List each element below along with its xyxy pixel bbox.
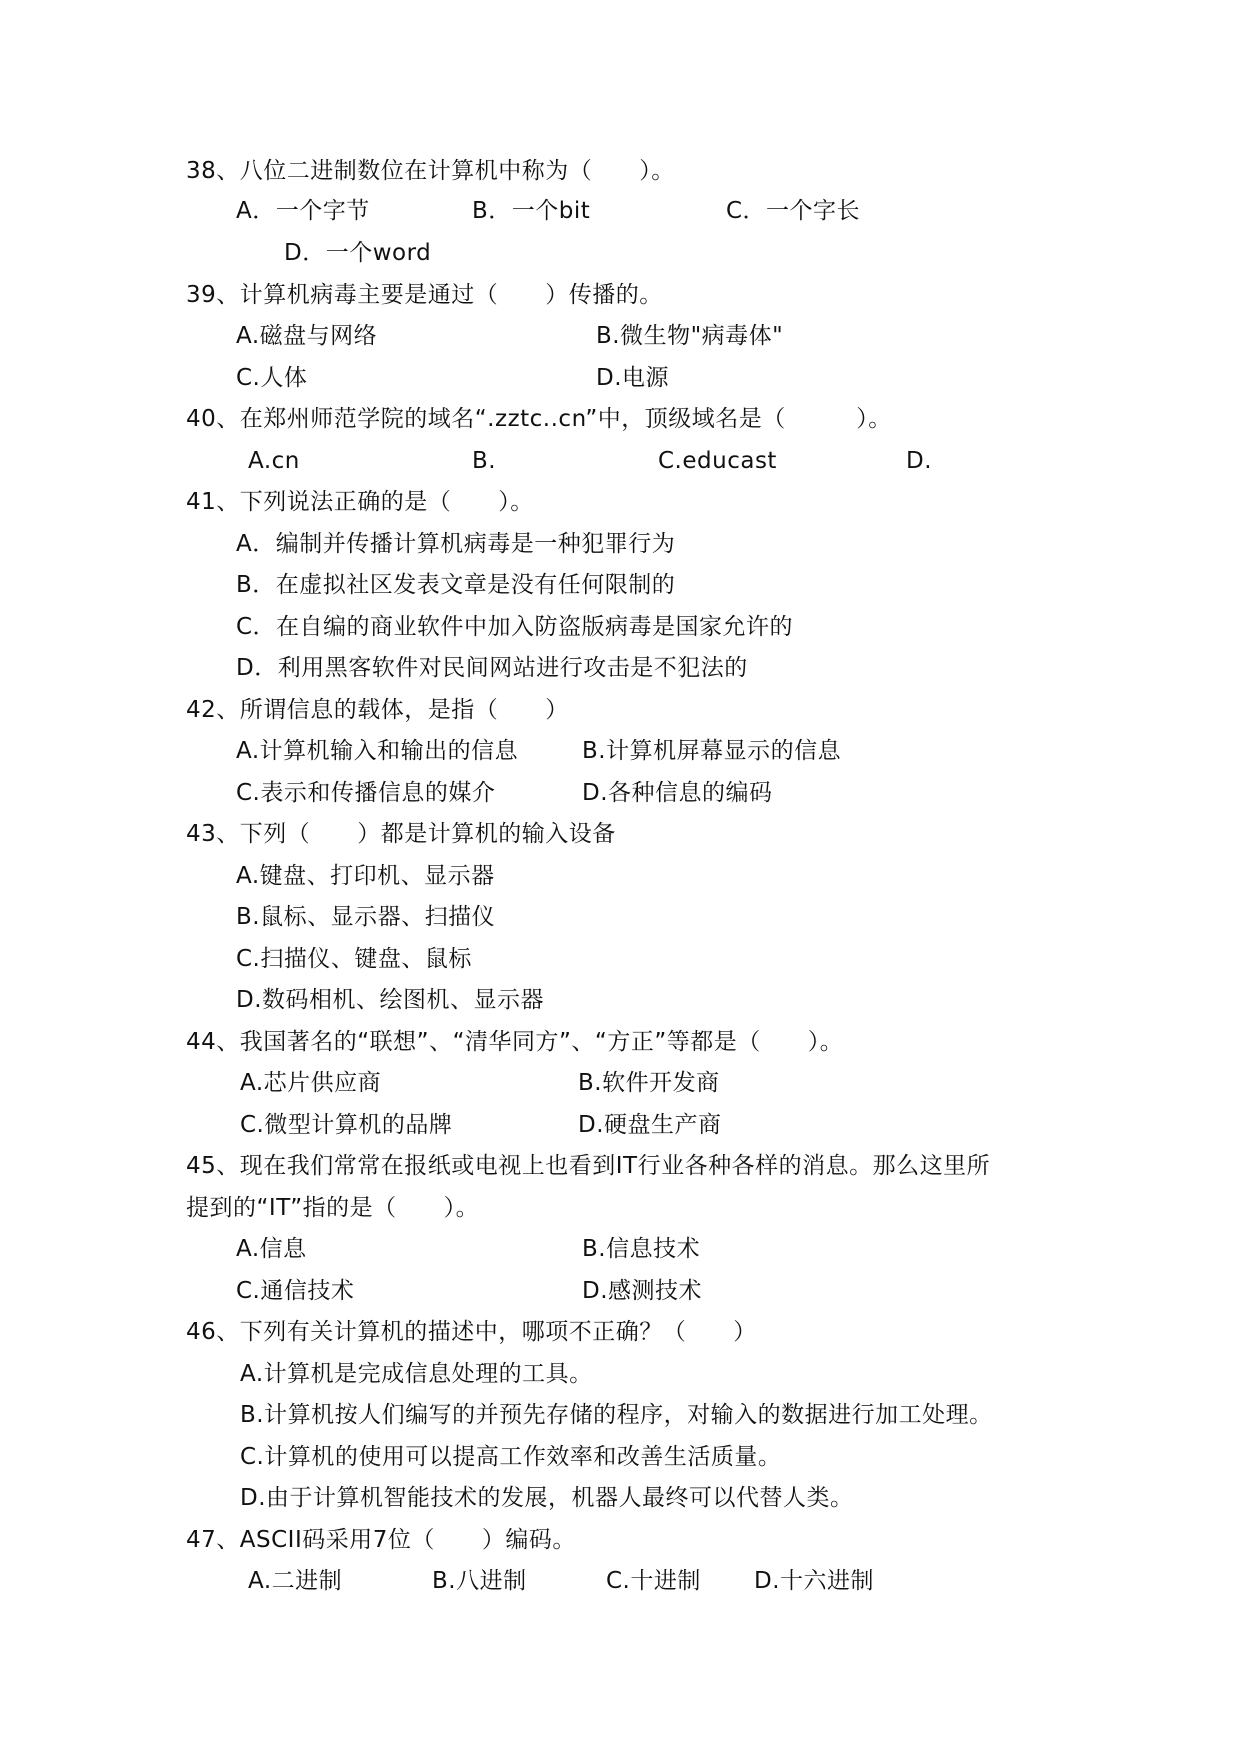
question-39-option-c: C.人体 (236, 365, 308, 391)
question-41-option-d: D．利用黑客软件对民间网站进行攻击是不犯法的 (236, 655, 748, 681)
question-44-option-c: C.微型计算机的品牌 (240, 1112, 453, 1138)
question-44-stem: 44、我国著名的“联想”、“清华同方”、“方正”等都是（ ）。 (186, 1029, 844, 1055)
question-43-option-c: C.扫描仪、键盘、鼠标 (236, 946, 472, 972)
question-46-stem: 46、下列有关计算机的描述中，哪项不正确？（ ） (186, 1319, 757, 1345)
question-45-stem-line-2: 提到的“IT”指的是（ ）。 (186, 1195, 480, 1221)
question-42-option-c: C.表示和传播信息的媒介 (236, 780, 496, 806)
question-40-option-d: D. (906, 448, 933, 474)
question-44-option-b: B.软件开发商 (578, 1070, 720, 1096)
question-39-option-b: B.微生物"病毒体" (596, 323, 784, 349)
question-47-stem: 47、ASCII码采用7位（ ）编码。 (186, 1527, 576, 1553)
question-40-option-c: C.educast (658, 448, 777, 474)
question-42-option-b: B.计算机屏幕显示的信息 (582, 738, 842, 764)
question-38-option-b: B．一个bit (472, 198, 591, 224)
question-38-stem: 38、八位二进制数位在计算机中称为（ ）。 (186, 158, 675, 184)
question-47-option-b: B.八进制 (432, 1568, 527, 1594)
question-41-option-b: B．在虚拟社区发表文章是没有任何限制的 (236, 572, 676, 598)
question-42-stem: 42、所谓信息的载体，是指（ ） (186, 697, 569, 723)
question-38-option-a: A．一个字节 (236, 198, 370, 224)
question-47-option-d: D.十六进制 (754, 1568, 875, 1594)
question-43-option-d: D.数码相机、绘图机、显示器 (236, 987, 545, 1013)
question-39-option-a: A.磁盘与网络 (236, 323, 378, 349)
question-47-option-c: C.十进制 (606, 1568, 701, 1594)
question-44-option-a: A.芯片供应商 (240, 1070, 382, 1096)
question-45-option-a: A.信息 (236, 1236, 307, 1262)
question-42-option-d: D.各种信息的编码 (582, 780, 773, 806)
question-46-option-c: C.计算机的使用可以提高工作效率和改善生活质量。 (240, 1444, 782, 1470)
question-38-option-c: C．一个字长 (726, 198, 861, 224)
question-43-stem: 43、下列（ ）都是计算机的输入设备 (186, 821, 616, 847)
question-43-option-b: B.鼠标、显示器、扫描仪 (236, 904, 496, 930)
question-41-option-c: C．在自编的商业软件中加入防盗版病毒是国家允许的 (236, 614, 794, 640)
question-41-stem: 41、下列说法正确的是（ ）。 (186, 489, 534, 515)
question-46-option-d: D.由于计算机智能技术的发展，机器人最终可以代替人类。 (240, 1485, 854, 1511)
question-40-stem: 40、在郑州师范学院的域名“.zztc..cn”中，顶级域名是（ ）。 (186, 406, 892, 432)
question-42-option-a: A.计算机输入和输出的信息 (236, 738, 519, 764)
question-44-option-d: D.硬盘生产商 (578, 1112, 722, 1138)
question-45-option-c: C.通信技术 (236, 1278, 355, 1304)
question-43-option-a: A.键盘、打印机、显示器 (236, 863, 495, 889)
question-39-option-d: D.电源 (596, 365, 670, 391)
question-46-option-a: A.计算机是完成信息处理的工具。 (240, 1361, 593, 1387)
question-45-option-b: B.信息技术 (582, 1236, 701, 1262)
question-46-option-b: B.计算机按人们编写的并预先存储的程序，对输入的数据进行加工处理。 (240, 1402, 993, 1428)
question-40-option-b: B. (472, 448, 497, 474)
question-47-option-a: A.二进制 (248, 1568, 343, 1594)
question-45-option-d: D.感测技术 (582, 1278, 703, 1304)
question-39-stem: 39、计算机病毒主要是通过（ ）传播的。 (186, 282, 663, 308)
question-45-stem-line-1: 45、现在我们常常在报纸或电视上也看到IT行业各种各样的消息。那么这里所 (186, 1153, 991, 1179)
question-38-option-d: D．一个word (284, 240, 432, 266)
question-40-option-a: A.cn (248, 448, 300, 474)
question-41-option-a: A．编制并传播计算机病毒是一种犯罪行为 (236, 531, 676, 557)
